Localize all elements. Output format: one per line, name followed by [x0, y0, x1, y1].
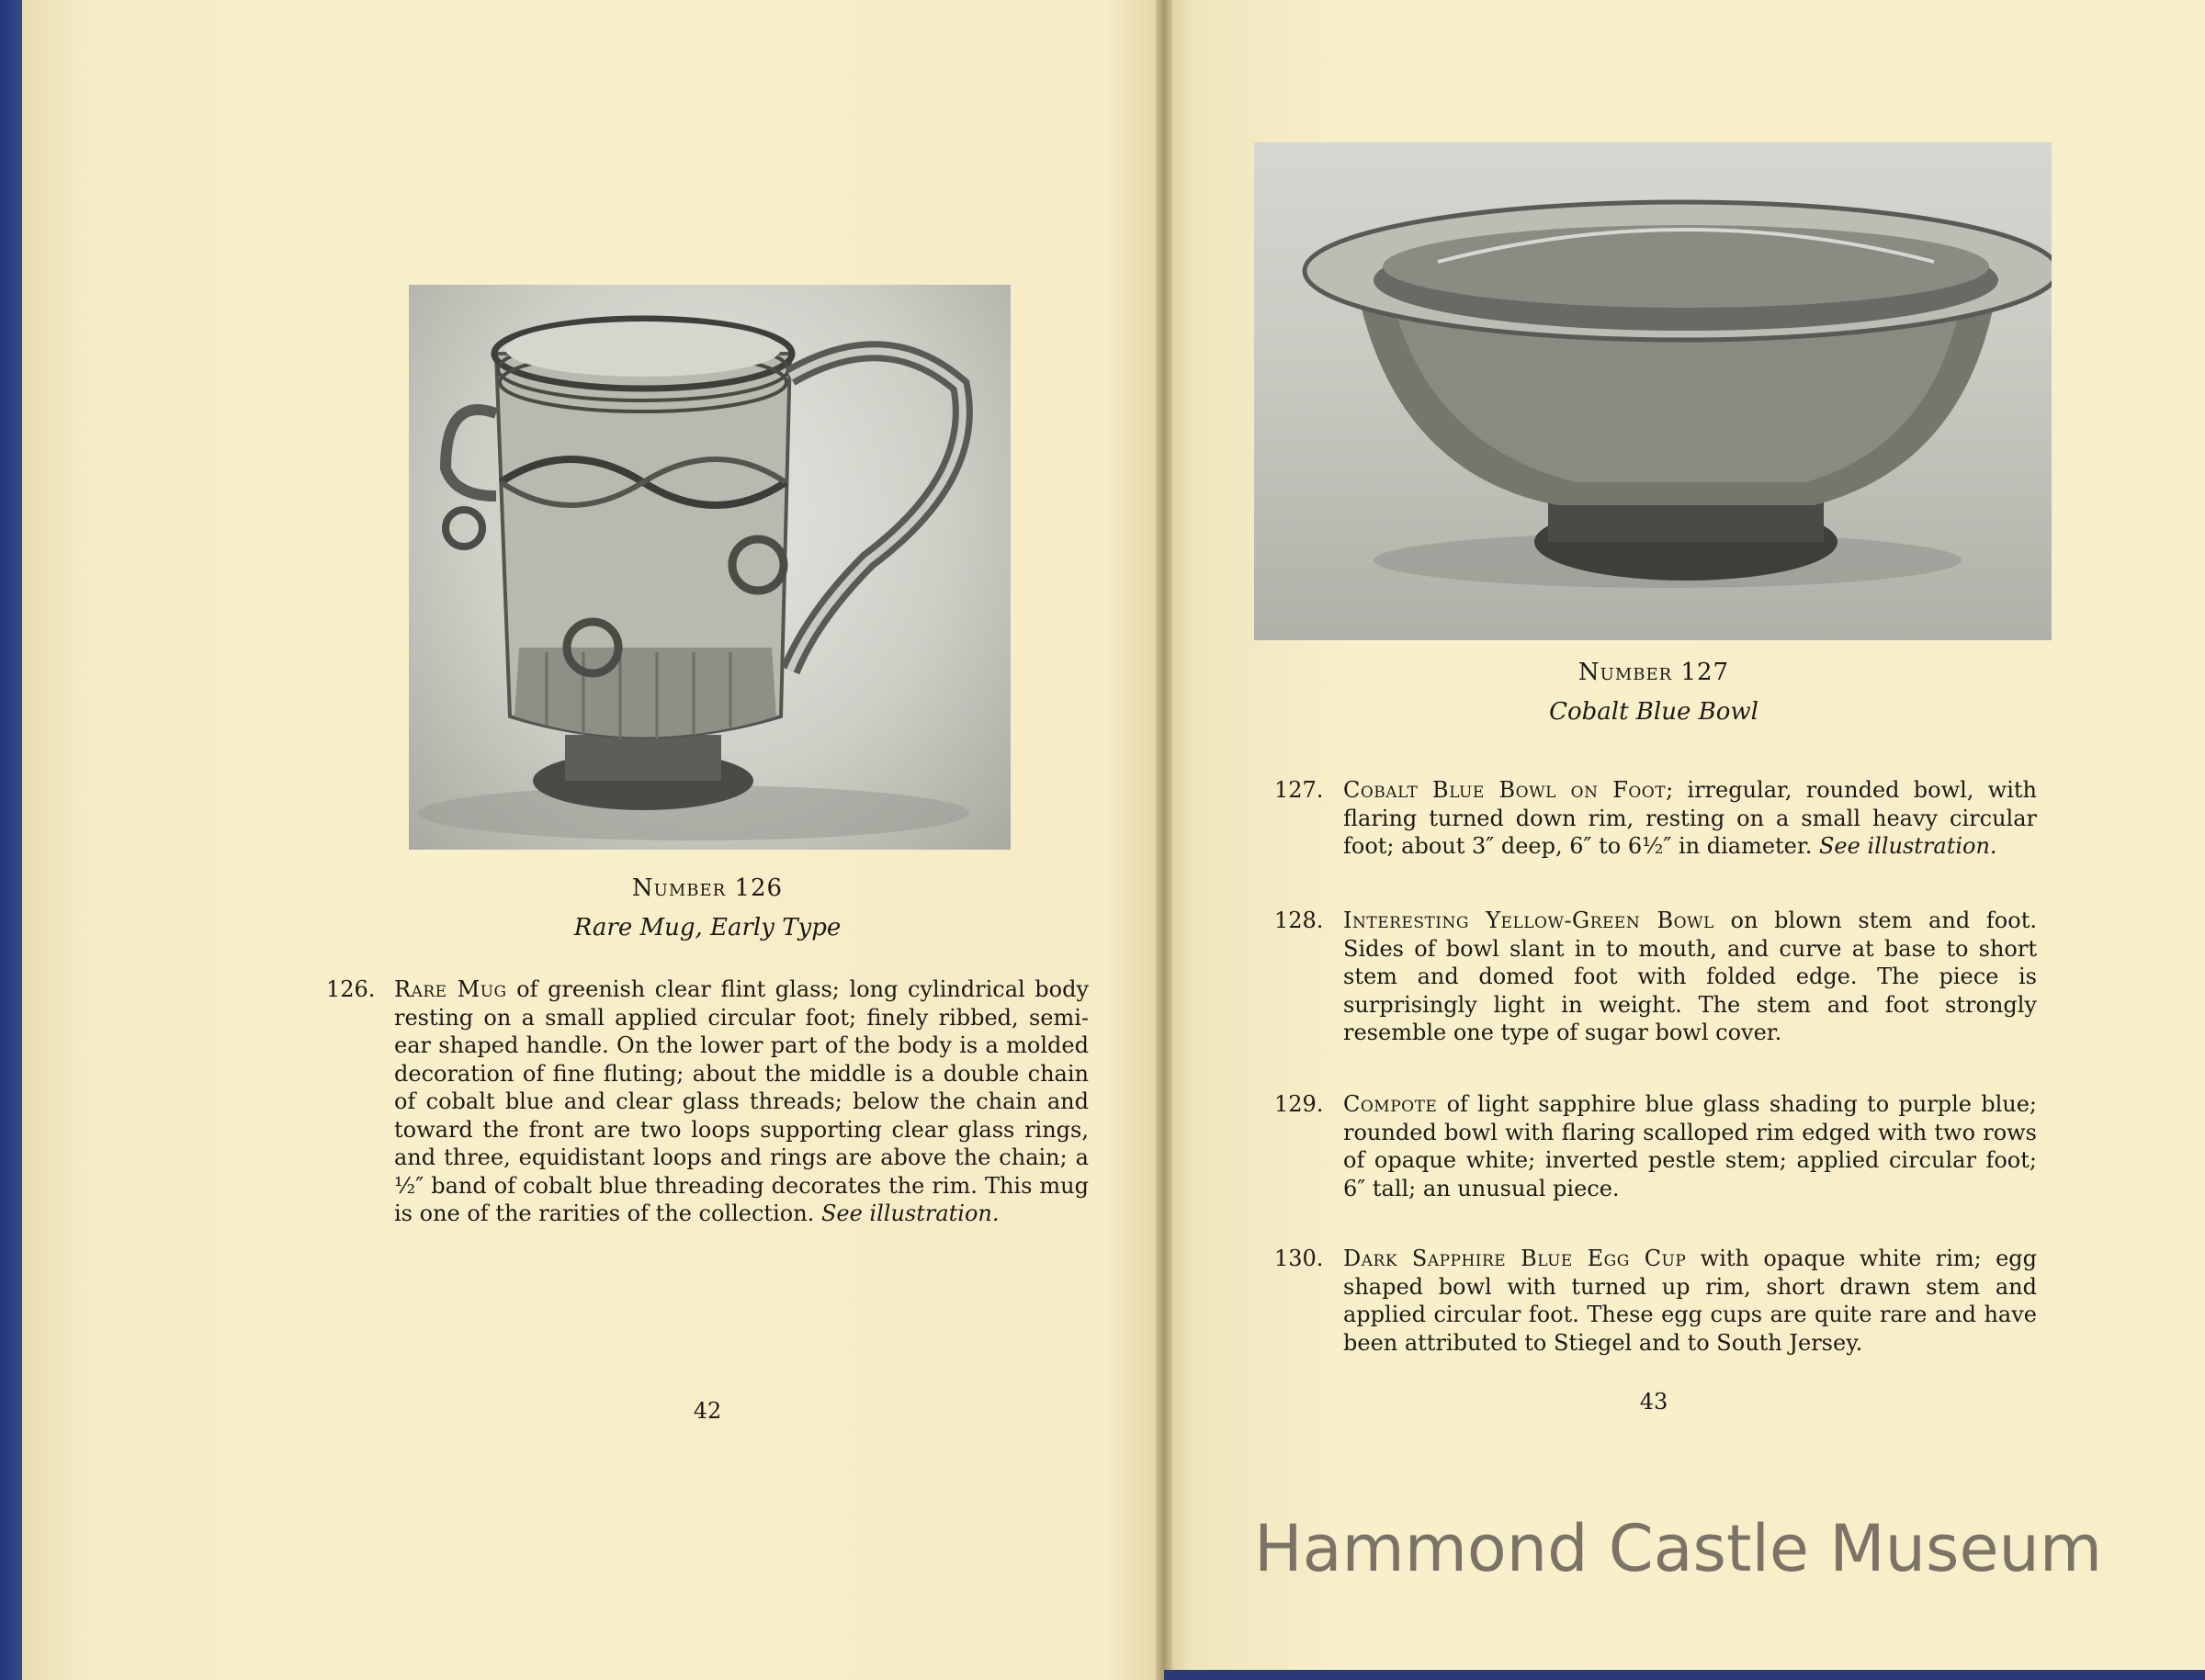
catalog-entry-128 [1274, 907, 2037, 1049]
entry-description: of light sapphire blue glass shading to purple blue; rounded bowl with flaring scalloped rim edged with two rows of opaque white; inverted pestle stem; applied circular foot; 6″ tall; an unusual piece. [1343, 1091, 2037, 1201]
entry-text [1343, 776, 2037, 861]
entry-description: of greenish clear flint glass; long cylindrical body resting on a small applied circular foot; finely ribbed, semi-ear shaped handle. On the lower part of the body is a molded decoration of fine fluting; about the middle is a double chain of cobalt blue and clear glass threads; below the chain and toward the front are two loops supporting clear glass rings, and three, equidistant loops and rings are above the chain; a ½″ band of cobalt blue threading decorates the rim. This mug is one of the rarities of the collection. [394, 976, 1089, 1226]
figure-caption-126: Rare Mug, Early Type [573, 914, 842, 941]
entry-number: 129. [1274, 1091, 1324, 1117]
book-cover-edge-left [0, 0, 22, 1680]
entry-text [1343, 1245, 2037, 1357]
entry-lead: Rare Mug [394, 976, 507, 1002]
page-number-43: 43 [1639, 1389, 1668, 1415]
figure-caption-127: Cobalt Blue Bowl [1549, 698, 1758, 726]
entry-description: on blown stem and foot. Sides of bowl slant in to mouth, and curve at base to short stem and domed foot with folded edge. The piece is surprisingly light in weight. The stem and foot strongly resemble one type of sugar bowl cover. [1343, 908, 2037, 1045]
entry-lead: Interesting Yellow-Green Bowl [1343, 908, 1714, 933]
bowl-photo [1254, 142, 2052, 640]
entry-description: ; irregular, rounded bowl, with flaring turned down rim, resting on a small heavy circular foot; about 3″ deep, 6″ to 6½″ in diameter. [1343, 777, 2037, 859]
figure-number-127: Number 127 [1577, 659, 1730, 686]
entry-lead: Compote [1343, 1091, 1438, 1117]
catalog-entry-126 [326, 975, 1089, 1260]
entry-lead: Cobalt Blue Bowl on Foot [1343, 777, 1667, 803]
figure-number-126: Number 126 [631, 874, 784, 902]
entry-number: 127. [1274, 777, 1324, 803]
entry-lead: Dark Sapphire Blue Egg Cup [1343, 1246, 1687, 1271]
entry-text [1343, 1090, 2037, 1202]
catalog-entry-127 [1274, 776, 2037, 863]
entry-text [1343, 907, 2037, 1047]
book-cover-edge-bottom [1164, 1670, 2205, 1680]
catalog-entry-130 [1274, 1245, 2037, 1359]
see-illustration: See illustration. [1818, 833, 1997, 859]
bowl-illustration [1254, 142, 2052, 640]
catalog-entry-129 [1274, 1090, 2037, 1205]
mug-photo [409, 285, 1011, 850]
entry-number: 130. [1274, 1246, 1324, 1271]
page-number-42: 42 [693, 1398, 722, 1424]
book-gutter [1156, 0, 1172, 1680]
see-illustration: See illustration. [820, 1201, 1000, 1226]
entry-number: 126. [326, 976, 376, 1002]
mug-illustration [409, 285, 1011, 850]
entry-text [394, 975, 1089, 1228]
entry-number: 128. [1274, 908, 1324, 933]
entry-description: with opaque white rim; egg shaped bowl with turned up rim, short drawn stem and applied circular foot. These egg cups are quite rare and have been attributed to Stiegel and to South Jersey. [1343, 1246, 2038, 1356]
watermark: Hammond Castle Museum [1254, 1511, 2103, 1586]
